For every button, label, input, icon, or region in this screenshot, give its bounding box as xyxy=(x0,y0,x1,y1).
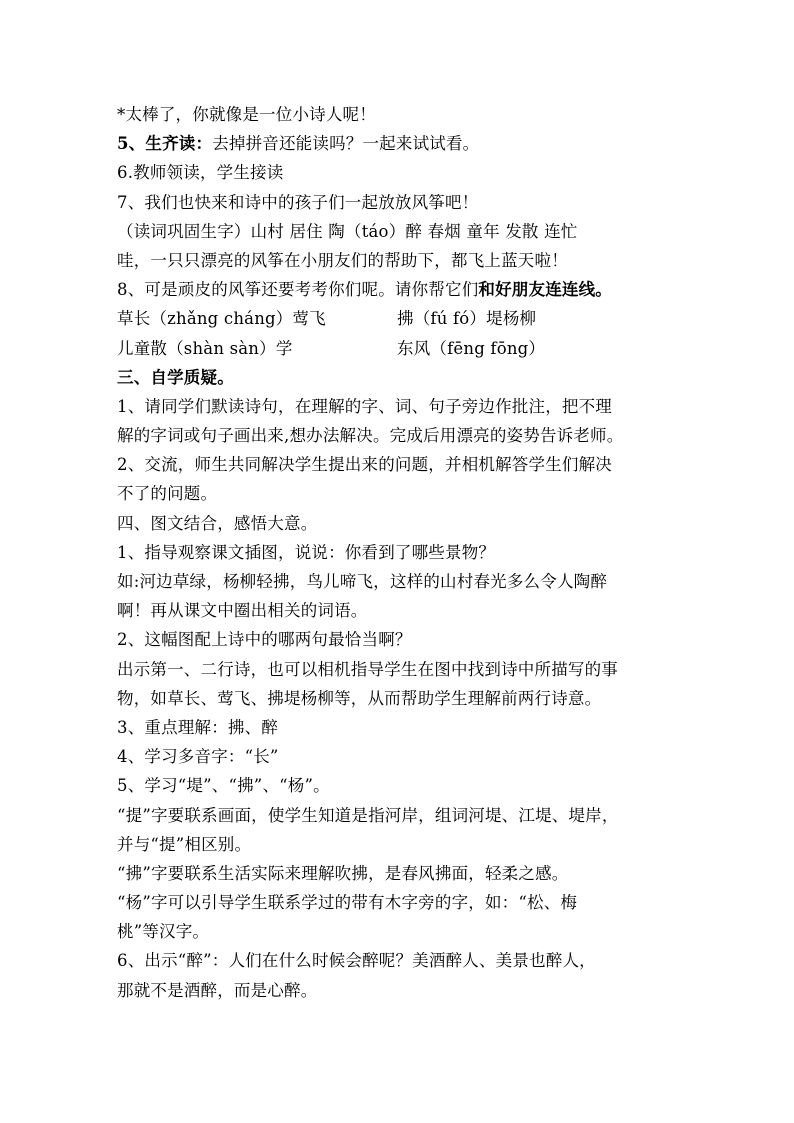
text-line: 1、请同学们默读诗句，在理解的字、词、句子旁边作批注，把不理 xyxy=(117,396,612,416)
instruction-text: 8、可是顽皮的风筝还要考考你们呢。请你帮它们 xyxy=(117,280,479,300)
word-list-line: （读词巩固生字）山村 居住 陶（táo）醉 春烟 童年 发散 连忙 xyxy=(117,221,578,241)
match-left: 儿童散（shàn sàn）学 xyxy=(117,338,293,358)
text-line: 2、交流，师生共同解决学生提出来的问题，并相机解答学生们解决 xyxy=(117,455,612,475)
document-page xyxy=(117,100,687,1005)
match-row xyxy=(117,334,687,363)
step-text: 去掉拼音还能读吗？一起来试试看。 xyxy=(212,134,480,154)
text-line: 并与“提”相区别。 xyxy=(117,834,252,854)
text-line: *太棒了，你就像是一位小诗人呢！ xyxy=(117,105,376,124)
text-line: 啊！再从课文中圈出相关的词语。 xyxy=(117,601,368,621)
text-line: 哇，一只只漂亮的风筝在小朋友们的帮助下，都飞上蓝天啦！ xyxy=(117,250,568,270)
text-line: 4、学习多音字：“长” xyxy=(117,747,279,767)
text-line: 出示第一、二行诗，也可以相机指导学生在图中找到诗中所描写的事 xyxy=(117,659,618,679)
match-right: 东风（fēng fōng） xyxy=(397,338,546,358)
text-line: 桃”等汉字。 xyxy=(117,922,210,942)
instruction-emphasis: 和好朋友连连线。 xyxy=(478,280,613,300)
text-line: 3、重点理解：拂、醉 xyxy=(117,717,278,737)
section-heading: 三、自学质疑。 xyxy=(117,367,234,387)
text-line: 1、指导观察课文插图，说说：你看到了哪些景物？ xyxy=(117,542,496,562)
text-line xyxy=(117,275,687,304)
text-line: 7、我们也快来和诗中的孩子们一起放放风筝吧！ xyxy=(117,192,479,212)
match-right: 拂（fú fó）堤杨柳 xyxy=(397,309,537,329)
text-line: “拂”字要联系生活实际来理解吹拂，是春风拂面，轻柔之感。 xyxy=(117,863,569,883)
text-line: 6.教师领读，学生接读 xyxy=(117,163,284,183)
text-line: 如:河边草绿，杨柳轻拂，鸟儿啼飞，这样的山村春光多么令人陶醉 xyxy=(117,572,608,591)
text-line: “杨”字可以引导学生联系学过的带有木字旁的字，如：“松、梅 xyxy=(117,893,578,913)
match-left: 草长（zhǎng cháng）莺飞 xyxy=(117,309,326,329)
text-line xyxy=(117,129,687,158)
text-line: “提”字要联系画面，使学生知道是指河岸，组词河堤、江堤、堤岸， xyxy=(117,805,619,825)
text-line: 5、学习“堤”、“拂”、“杨”。 xyxy=(117,776,330,796)
text-line: 6、出示“醉”：人们在什么时候会醉呢？美酒醉人、美景也醉人， xyxy=(117,951,596,971)
text-line: 2、这幅图配上诗中的哪两句最恰当啊？ xyxy=(117,630,412,650)
section-heading: 四、图文结合，感悟大意。 xyxy=(117,513,318,533)
match-row xyxy=(117,304,687,333)
text-line: 那就不是酒醉，而是心醉。 xyxy=(117,980,318,1000)
text-line: 解的字词或句子画出来,想办法解决。完成后用漂亮的姿势告诉老师。 xyxy=(117,426,624,446)
step-label: 5、生齐读： xyxy=(117,134,213,154)
text-line: 不了的问题。 xyxy=(117,484,218,504)
text-line: 物，如草长、莺飞、拂堤杨柳等，从而帮助学生理解前两行诗意。 xyxy=(117,688,602,708)
